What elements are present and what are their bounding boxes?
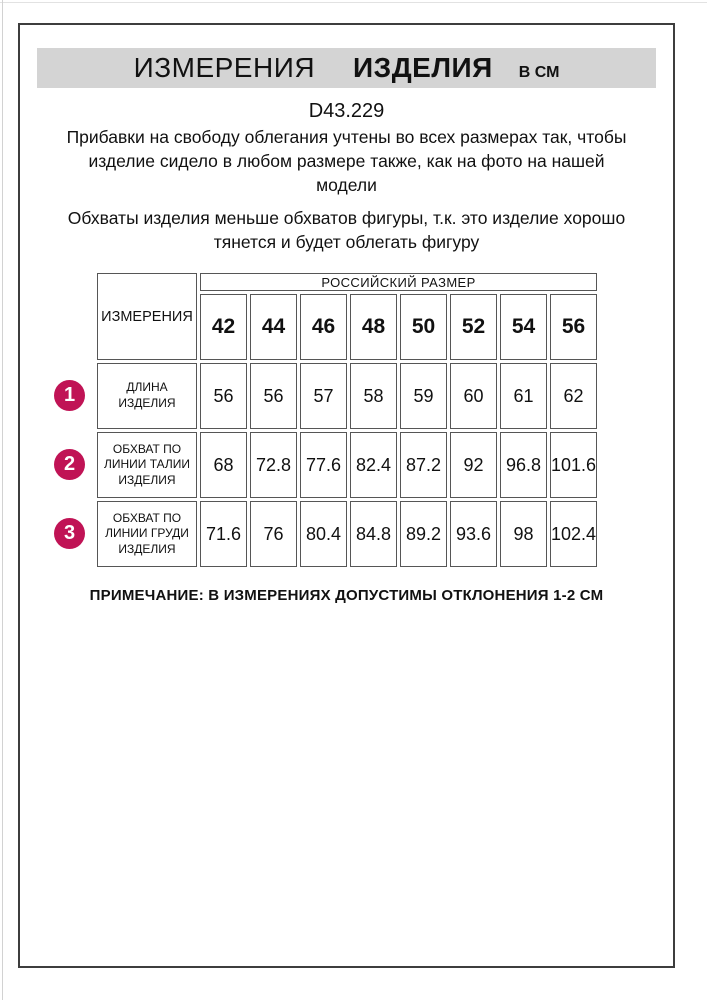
size-col-header: 52: [450, 294, 497, 360]
table-cell: 57: [300, 363, 347, 429]
table-cell: 60: [450, 363, 497, 429]
note-tolerance: ПРИМЕЧАНИЕ: В ИЗМЕРЕНИЯХ ДОПУСТИМЫ ОТКЛОНЕНИЯ 1-2 СМ: [89, 587, 604, 604]
table-cell: 77.6: [300, 432, 347, 498]
table-cell: 102.4: [550, 501, 597, 567]
size-col-header: 48: [350, 294, 397, 360]
paragraph-line: изделие сидело в любом размере также, как на фото на нашей: [88, 151, 605, 171]
title-measurements: ИЗМЕРЕНИЯ: [133, 52, 316, 83]
table-cell: 56: [250, 363, 297, 429]
sheet-border: [18, 23, 675, 968]
paragraph-line: Прибавки на свободу облегания учтены во всех размерах так, чтобы: [66, 127, 627, 147]
paragraph-ease-note: [67, 125, 627, 197]
title-product: ИЗДЕЛИЯ: [353, 52, 493, 83]
page-edge-top-line: [0, 2, 707, 3]
table-cell: 61: [500, 363, 547, 429]
table-cell: 98: [500, 501, 547, 567]
table-row-chest: [97, 501, 597, 567]
table-cell: 58: [350, 363, 397, 429]
row-number-badge-1: 1: [54, 380, 85, 411]
size-col-header: 44: [250, 294, 297, 360]
table-cell: 93.6: [450, 501, 497, 567]
table-cell: 59: [400, 363, 447, 429]
table-row-length: [97, 363, 597, 429]
page-edge-left-line: [2, 0, 3, 1000]
paragraph-stretch-note: [67, 206, 627, 254]
table-cell: 80.4: [300, 501, 347, 567]
table-group-header: РОССИЙСКИЙ РАЗМЕР: [200, 273, 597, 291]
row-number-badge-2: 2: [54, 449, 85, 480]
table-cell: 62: [550, 363, 597, 429]
size-table-zone: [63, 270, 673, 570]
table-row-waist: [97, 432, 597, 498]
table-cell: 71.6: [200, 501, 247, 567]
table-cell: 89.2: [400, 501, 447, 567]
row-number-badge-3: 3: [54, 518, 85, 549]
model-code: D43.229: [308, 100, 385, 122]
table-group-header-row: [97, 273, 597, 291]
size-col-header: 56: [550, 294, 597, 360]
paragraph-line: модели: [316, 175, 377, 195]
row-label: ОБХВАТ ПО ЛИНИИ ТАЛИИ ИЗДЕЛИЯ: [97, 432, 197, 498]
paragraph-line: тянется и будет облегать фигуру: [213, 232, 480, 252]
table-cell: 68: [200, 432, 247, 498]
size-col-header: 50: [400, 294, 447, 360]
row-label: ОБХВАТ ПО ЛИНИИ ГРУДИ ИЗДЕЛИЯ: [97, 501, 197, 567]
table-cell: 72.8: [250, 432, 297, 498]
size-col-header: 42: [200, 294, 247, 360]
size-col-header: 54: [500, 294, 547, 360]
table-cell: 82.4: [350, 432, 397, 498]
row-label: ДЛИНА ИЗДЕЛИЯ: [97, 363, 197, 429]
paragraph-line: Обхваты изделия меньше обхватов фигуры, т.к. это изделие хорошо: [67, 208, 626, 228]
table-cell: 84.8: [350, 501, 397, 567]
table-cell: 56: [200, 363, 247, 429]
table-cell: 87.2: [400, 432, 447, 498]
size-col-header: 46: [300, 294, 347, 360]
table-cell: 76: [250, 501, 297, 567]
table-cell: 92: [450, 432, 497, 498]
title-bar: [37, 48, 656, 88]
size-table: [94, 270, 600, 570]
table-corner-header: ИЗМЕРЕНИЯ: [97, 273, 197, 360]
table-cell: 96.8: [500, 432, 547, 498]
table-cell: 101.6: [550, 432, 597, 498]
title-unit: В СМ: [518, 64, 560, 81]
